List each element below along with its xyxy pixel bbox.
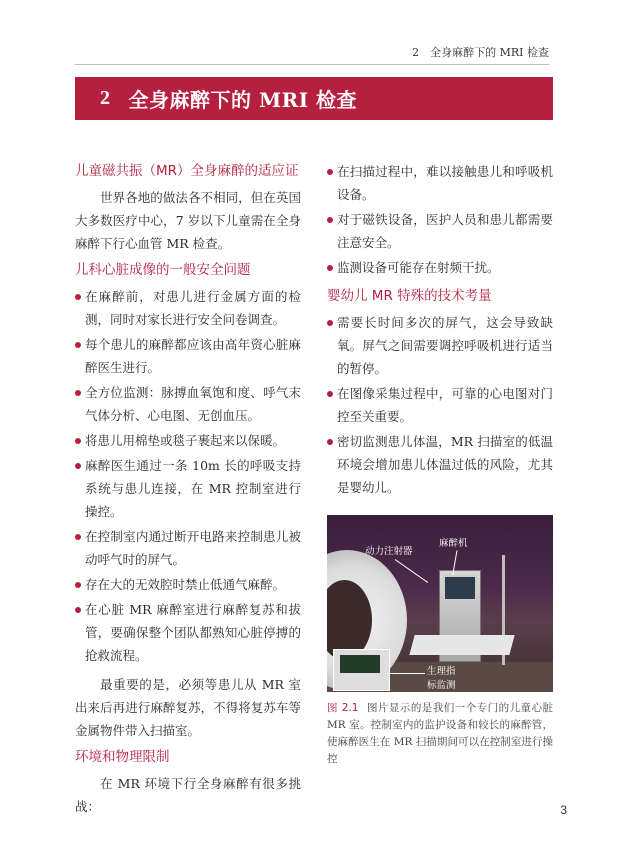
environment-list — [327, 160, 553, 279]
label-injector: 动力注射器 — [365, 546, 413, 557]
list-item: 在心脏 MR 麻醉室进行麻醉复苏和拔管，要确保整个团队都熟知心脏停搏的抢救流程。 — [75, 598, 301, 667]
section-heading-infant-technical: 婴幼儿 MR 特殊的技术考量 — [327, 288, 492, 304]
figure-caption — [327, 700, 553, 768]
chapter-banner — [75, 77, 553, 119]
right-column — [327, 160, 553, 505]
monitor-screen — [443, 575, 477, 601]
list-item: 存在大的无效腔时禁止低通气麻醉。 — [75, 573, 301, 596]
list-item: 密切监测患儿体温，MR 扫描室的低温环境会增加患儿体温过低的风险，尤其是婴幼儿。 — [327, 430, 553, 499]
list-item: 对于磁铁设备，医护人员和患儿都需要注意安全。 — [327, 208, 553, 254]
safety-list — [75, 285, 301, 667]
caption-text: 图片显示的是我们一个专门的儿童心脏 MR 室。控制室内的监护设备和较长的麻醉管，使麻醉医生在 MR 扫描期间可以在控制室进行操控 — [327, 702, 553, 765]
list-item: 每个患儿的麻醉都应该由高年资心脏麻醉医生进行。 — [75, 333, 301, 379]
page-number: 3 — [560, 803, 567, 817]
patient-table — [409, 635, 514, 655]
list-item: 将患儿用棉垫或毯子裹起来以保暖。 — [75, 429, 301, 452]
label-physio-monitor-2: 标监测 — [427, 680, 456, 691]
header-rule — [75, 64, 549, 65]
list-item: 在控制室内通过断开电路来控制患儿被动呼气时的屏气。 — [75, 525, 301, 571]
left-column — [75, 160, 301, 822]
list-item: 在扫描过程中，难以接触患儿和呼吸机设备。 — [327, 160, 553, 206]
monitor-inset — [333, 649, 390, 691]
paragraph: 在 MR 环境下行全身麻醉有很多挑战： — [75, 776, 301, 814]
list-item: 需要长时间多次的屏气，这会导致缺氧。屏气之间需要调控呼吸机进行适当的暂停。 — [327, 311, 553, 380]
section-heading-safety: 儿科心脏成像的一般安全问题 — [75, 262, 251, 278]
list-item: 麻醉医生通过一条 10m 长的呼吸支持系统与患儿连接，在 MR 控制室进行操控。 — [75, 454, 301, 523]
list-item: 在麻醉前，对患儿进行金属方面的检测，同时对家长进行安全问卷调查。 — [75, 285, 301, 331]
technical-list — [327, 311, 553, 499]
section-heading-environment: 环境和物理限制 — [75, 749, 170, 765]
caption-label: 图 2.1 — [327, 702, 359, 714]
paragraph: 世界各地的做法各不相同，但在英国大多数医疗中心，7 岁以下儿童需在全身麻醉下行心血管 MR 检查。 — [75, 190, 301, 251]
banner-rule — [75, 119, 553, 120]
chapter-number: 2 — [100, 86, 111, 109]
arrow — [395, 559, 428, 583]
paragraph: 最重要的是，必须等患儿从 MR 室出来后再进行麻醉复苏，不得将复苏车等金属物件带入扫描室。 — [75, 677, 301, 738]
label-physio-monitor-1: 生理指 — [427, 666, 456, 677]
arrow — [387, 673, 425, 674]
label-anesthesia-machine: 麻醉机 — [439, 538, 468, 549]
running-header: 2 全身麻醉下的 MRI 检查 — [412, 46, 549, 59]
section-heading-indications: 儿童磁共振（MR）全身麻醉的适应证 — [75, 163, 299, 179]
list-item: 全方位监测：脉搏血氧饱和度、呼气末气体分析、心电图、无创血压。 — [75, 381, 301, 427]
figure-photo — [327, 515, 553, 692]
list-item: 在图像采集过程中，可靠的心电图对门控至关重要。 — [327, 382, 553, 428]
chapter-title: 全身麻醉下的 MRI 检查 — [128, 87, 358, 112]
list-item: 监测设备可能存在射频干扰。 — [327, 256, 553, 279]
